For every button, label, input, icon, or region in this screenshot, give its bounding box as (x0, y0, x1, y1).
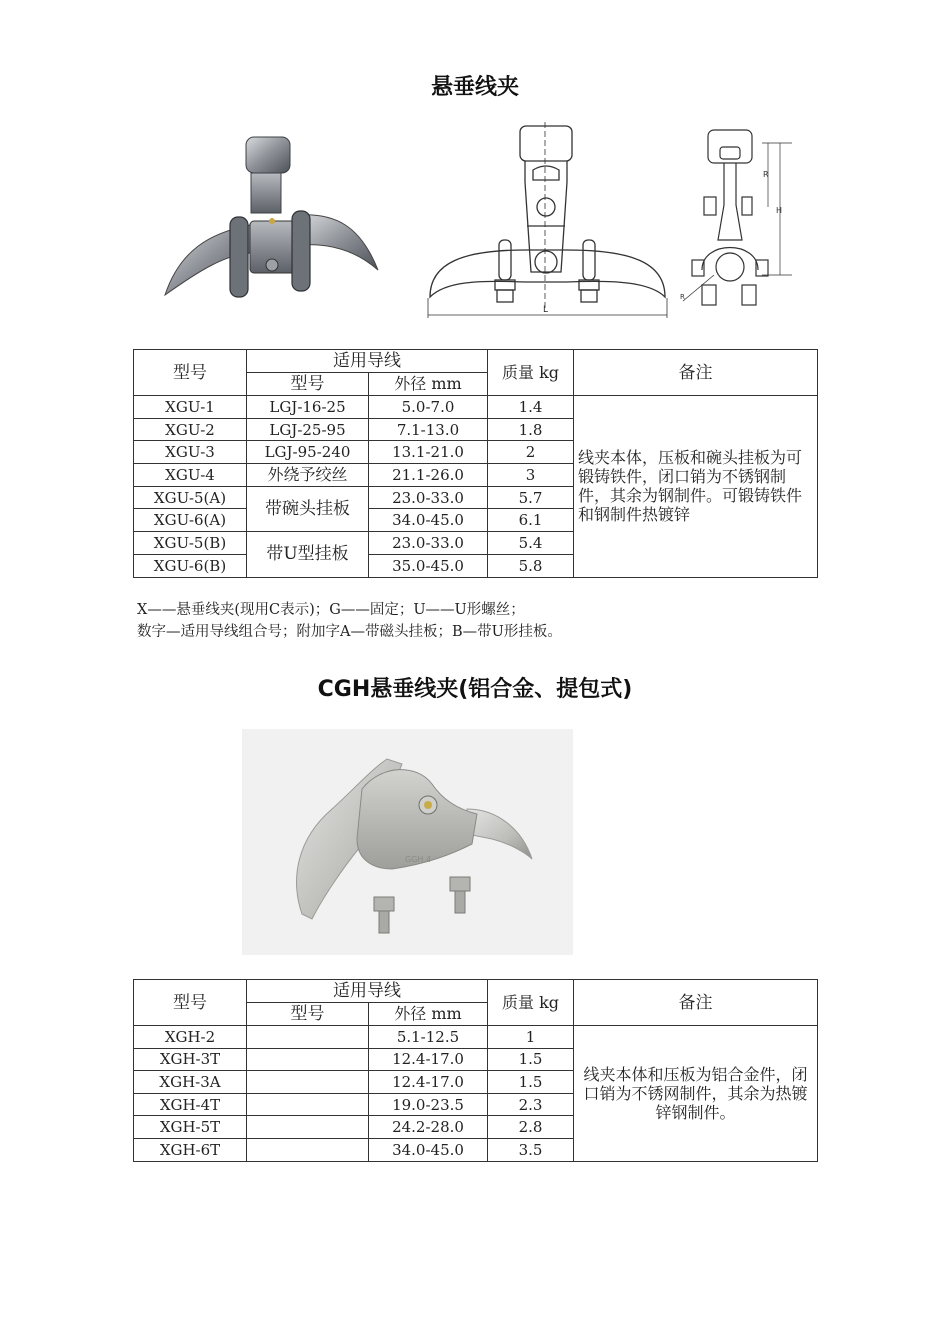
cell-model: XGU-4 (134, 464, 247, 487)
cell-conductor (247, 1026, 369, 1049)
cell-conductor: 带U型挂板 (247, 532, 369, 577)
xgu-spec-table (133, 349, 818, 578)
table-row (134, 1026, 818, 1049)
cell-diameter: 19.0-23.5 (369, 1093, 488, 1116)
cell-mass: 2 (488, 441, 574, 464)
cell-mass: 6.1 (488, 509, 574, 532)
cell-diameter: 21.1-26.0 (369, 464, 488, 487)
cell-mass: 5.4 (488, 532, 574, 555)
header-mass: 质量 kg (488, 980, 574, 1026)
cell-conductor (247, 1071, 369, 1094)
cell-diameter: 34.0-45.0 (369, 509, 488, 532)
cell-mass: 3 (488, 464, 574, 487)
cell-mass: 1.4 (488, 396, 574, 419)
cell-mass: 1.8 (488, 418, 574, 441)
side-view-drawing (680, 125, 795, 320)
cell-conductor (247, 1048, 369, 1071)
aluminum-suspension-clamp-icon (242, 729, 573, 955)
cell-diameter: 5.0-7.0 (369, 396, 488, 419)
cell-diameter: 7.1-13.0 (369, 418, 488, 441)
cell-diameter: 23.0-33.0 (369, 486, 488, 509)
cell-mass: 2.3 (488, 1093, 574, 1116)
cell-mass: 1 (488, 1026, 574, 1049)
cell-conductor (247, 1093, 369, 1116)
svg-text:R: R (680, 293, 685, 301)
remarks-cell: 线夹本体，压板和碗头挂板为可锻铸铁件，闭口销为不锈钢制件，其余为钢制件。可锻铸铁件和钢制件热镀锌 (574, 396, 818, 578)
cell-conductor: LGJ-25-95 (247, 418, 369, 441)
section1-title: 悬垂线夹 (430, 75, 519, 100)
cell-conductor: LGJ-16-25 (247, 396, 369, 419)
cell-conductor (247, 1138, 369, 1161)
cell-diameter: 24.2-28.0 (369, 1116, 488, 1139)
header-conductor-group: 适用导线 (247, 980, 488, 1003)
cell-mass: 3.5 (488, 1138, 574, 1161)
table-row (134, 396, 818, 419)
header-conductor-model: 型号 (247, 1003, 369, 1026)
model-code-legend (137, 599, 562, 643)
cell-mass: 5.8 (488, 554, 574, 577)
header-conductor-group: 适用导线 (247, 350, 488, 373)
cell-model: XGH-3T (134, 1048, 247, 1071)
front-view-drawing-icon (425, 122, 670, 322)
cell-model: XGH-6T (134, 1138, 247, 1161)
suspension-clamp-photo-icon (150, 125, 405, 315)
header-remarks: 备注 (574, 350, 818, 396)
cell-conductor (247, 1116, 369, 1139)
header-model: 型号 (134, 980, 247, 1026)
cell-mass: 2.8 (488, 1116, 574, 1139)
cell-diameter: 23.0-33.0 (369, 532, 488, 555)
header-conductor-model: 型号 (247, 373, 369, 396)
cell-diameter: 12.4-17.0 (369, 1071, 488, 1094)
cell-diameter: 13.1-21.0 (369, 441, 488, 464)
cell-model: XGH-3A (134, 1071, 247, 1094)
remarks-cell: 线夹本体和压板为铝合金件，闭口销为不锈网制件，其余为热镀锌钢制件。 (574, 1026, 818, 1162)
section2-title: CGH悬垂线夹(铝合金、提包式) (317, 677, 633, 702)
cell-conductor: LGJ-95-240 (247, 441, 369, 464)
cell-conductor: 外绕予绞丝 (247, 464, 369, 487)
svg-text:L: L (543, 305, 549, 315)
cell-mass: 1.5 (488, 1071, 574, 1094)
header-model: 型号 (134, 350, 247, 396)
cell-model: XGU-6(A) (134, 509, 247, 532)
cell-model: XGU-2 (134, 418, 247, 441)
header-outer-diameter: 外径 mm (369, 373, 488, 396)
forged-clamp-photo (150, 125, 405, 315)
aluminum-clamp-photo (242, 729, 573, 955)
legend-line-2: 数字—适用导线组合号；附加字A—带磁头挂板；B—带U形挂板。 (137, 624, 562, 640)
cell-diameter: 5.1-12.5 (369, 1026, 488, 1049)
cell-model: XGU-6(B) (134, 554, 247, 577)
cell-model: XGU-3 (134, 441, 247, 464)
svg-text:H: H (776, 206, 783, 215)
header-remarks: 备注 (574, 980, 818, 1026)
side-view-drawing-icon (680, 125, 795, 320)
cell-diameter: 12.4-17.0 (369, 1048, 488, 1071)
cell-diameter: 34.0-45.0 (369, 1138, 488, 1161)
cell-model: XGH-2 (134, 1026, 247, 1049)
legend-line-1: X——悬垂线夹(现用C表示)；G——固定；U——U形螺丝； (137, 602, 525, 618)
cell-model: XGU-5(A) (134, 486, 247, 509)
cell-conductor: 带碗头挂板 (247, 486, 369, 531)
svg-text:R: R (763, 170, 769, 179)
front-view-drawing (425, 122, 670, 322)
cell-model: XGU-5(B) (134, 532, 247, 555)
xgh-spec-table (133, 979, 818, 1162)
header-mass: 质量 kg (488, 350, 574, 396)
svg-text:GGH 4: GGH 4 (405, 855, 432, 864)
cell-model: XGH-5T (134, 1116, 247, 1139)
header-outer-diameter: 外径 mm (369, 1003, 488, 1026)
cell-mass: 1.5 (488, 1048, 574, 1071)
cell-model: XGH-4T (134, 1093, 247, 1116)
cell-diameter: 35.0-45.0 (369, 554, 488, 577)
cell-model: XGU-1 (134, 396, 247, 419)
cell-mass: 5.7 (488, 486, 574, 509)
